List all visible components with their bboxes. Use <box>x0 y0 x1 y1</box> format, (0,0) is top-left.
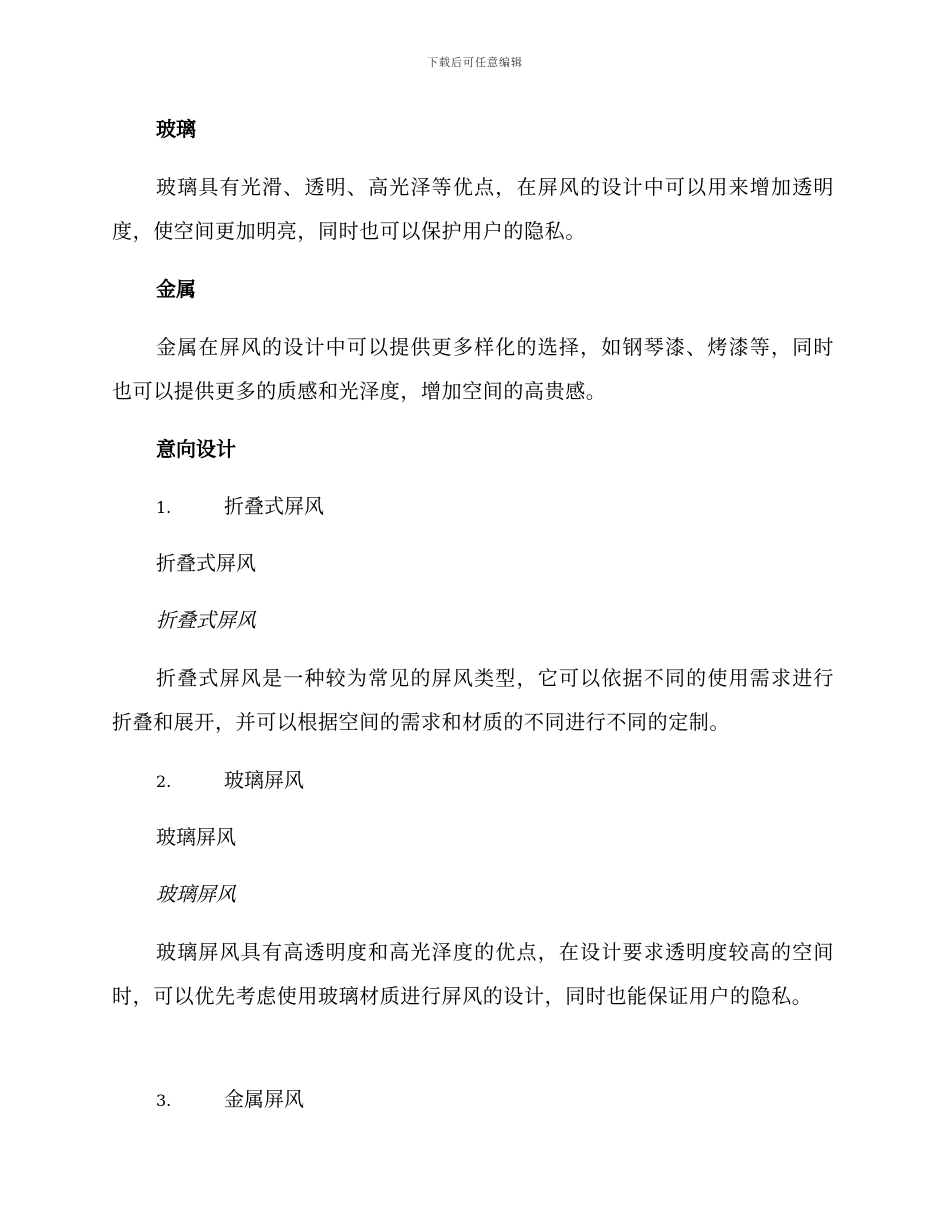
paragraph-glass: 玻璃具有光滑、透明、高光泽等优点，在屏风的设计中可以用来增加透明度，使空间更加明亮，同时也可以保护用户的隐私。 <box>112 175 834 243</box>
section-heading-design: 意向设计 <box>156 437 236 461</box>
paragraph-metal: 金属在屏风的设计中可以提供更多样化的选择，如钢琴漆、烤漆等，同时也可以提供更多的质感和光泽度，增加空间的高贵感。 <box>112 335 834 403</box>
list-item-label: 折叠式屏风 <box>224 494 324 518</box>
list-item-label: 金属屏风 <box>224 1087 304 1111</box>
list-item-metal <box>156 1084 304 1116</box>
subtitle-folding: 折叠式屏风 <box>156 551 256 575</box>
list-number: 1. <box>156 498 172 517</box>
list-number: 2. <box>156 772 172 791</box>
list-item-label: 玻璃屏风 <box>224 768 304 792</box>
page-header: 下载后可任意编辑 <box>427 56 523 69</box>
paragraph-folding: 折叠式屏风是一种较为常见的屏风类型，它可以依据不同的使用需求进行折叠和展开，并可以根据空间的需求和材质的不同进行不同的定制。 <box>112 666 834 734</box>
subtitle-italic-folding: 折叠式屏风 <box>156 608 256 632</box>
paragraph-glass-screen: 玻璃屏风具有高透明度和高光泽度的优点，在设计要求透明度较高的空间时，可以优先考虑使用玻璃材质进行屏风的设计，同时也能保证用户的隐私。 <box>112 940 834 1008</box>
list-number: 3. <box>156 1091 172 1110</box>
subtitle-italic-glass: 玻璃屏风 <box>156 882 236 906</box>
list-item-folding <box>156 491 324 523</box>
section-heading-glass: 玻璃 <box>156 117 196 141</box>
subtitle-glass: 玻璃屏风 <box>156 825 236 849</box>
list-item-glass <box>156 765 304 797</box>
section-heading-metal: 金属 <box>156 277 196 301</box>
